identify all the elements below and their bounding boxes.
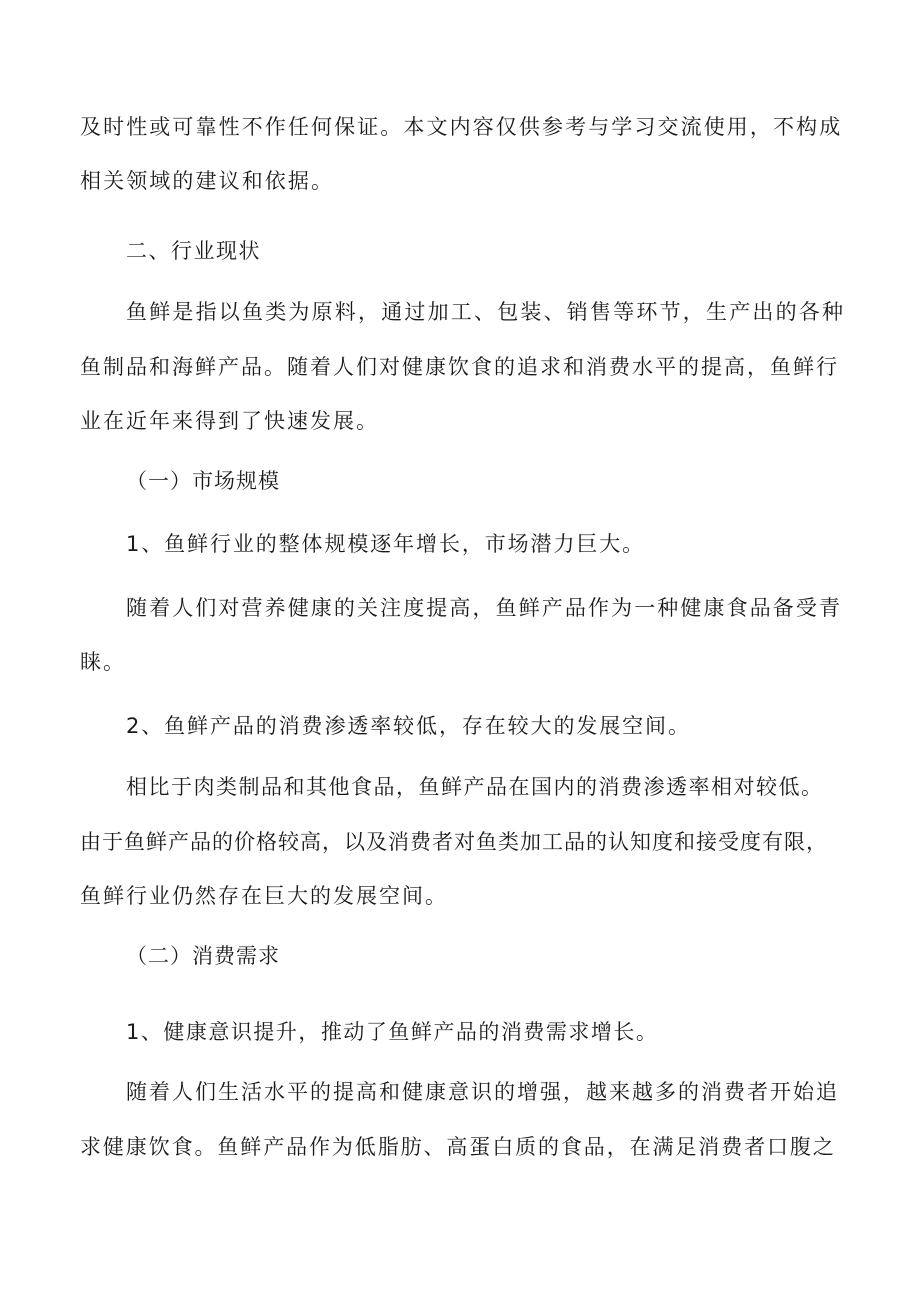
section-heading: 二、行业现状 xyxy=(126,239,261,263)
text-line: 由于鱼鲜产品的价格较高，以及消费者对鱼类加工品的认知度和接受度有限， xyxy=(80,830,828,854)
text-line: 随着人们生活水平的提高和健康意识的增强，越来越多的消费者开始追 xyxy=(126,1080,839,1104)
subsection-heading: （二）消费需求 xyxy=(126,944,280,968)
text-line: 业在近年来得到了快速发展。 xyxy=(80,409,379,433)
text-line: 求健康饮食。鱼鲜产品作为低脂肪、高蛋白质的食品，在满足消费者口腹之 xyxy=(80,1135,836,1159)
list-item: 1、鱼鲜行业的整体规模逐年增长，市场潜力巨大。 xyxy=(126,532,646,556)
text-line: 鱼鲜行业仍然存在巨大的发展空间。 xyxy=(80,884,448,908)
text-line: 睐。 xyxy=(80,650,126,674)
text-line: 及时性或可靠性不作任何保证。本文内容仅供参考与学习交流使用，不构成 xyxy=(80,115,843,139)
subsection-heading: （一）市场规模 xyxy=(126,469,280,493)
list-item: 1、健康意识提升，推动了鱼鲜产品的消费需求增长。 xyxy=(126,1020,659,1044)
text-line: 鱼制品和海鲜产品。随着人们对健康饮食的追求和消费水平的提高，鱼鲜行 xyxy=(80,355,839,379)
text-line: 鱼鲜是指以鱼类为原料，通过加工、包装、销售等环节，生产出的各种 xyxy=(126,300,846,324)
list-item: 2、鱼鲜产品的消费渗透率较低，存在较大的发展空间。 xyxy=(126,714,691,738)
text-line: 相比于肉类制品和其他食品，鱼鲜产品在国内的消费渗透率相对较低。 xyxy=(126,775,824,799)
text-line: 相关领域的建议和依据。 xyxy=(80,169,335,193)
text-line: 随着人们对营养健康的关注度提高，鱼鲜产品作为一种健康食品备受青 xyxy=(126,596,843,620)
